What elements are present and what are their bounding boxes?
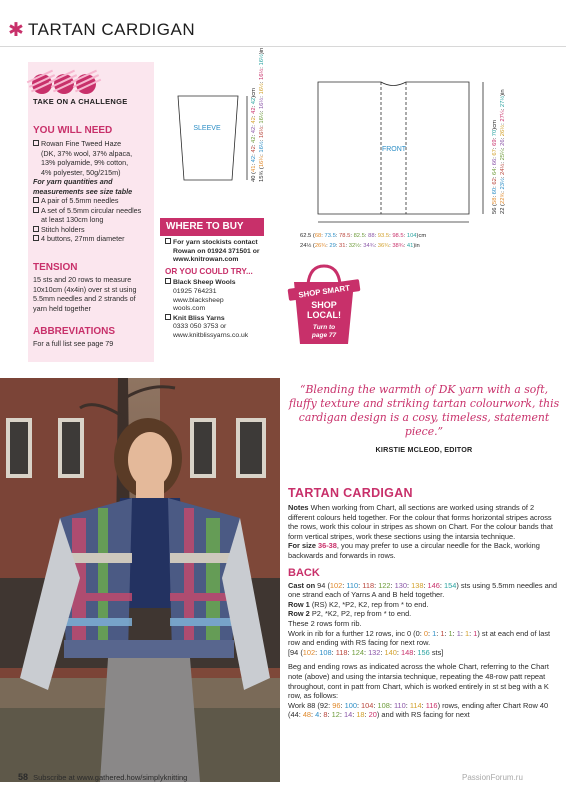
size-value: : [452, 628, 457, 638]
checkbox-icon [33, 140, 39, 146]
size-value: 0 [423, 628, 428, 638]
wtb-line: Rowan on 01924 371501 or [173, 247, 260, 255]
yarn-desc: 13% polyamide, 9% cotton, [41, 158, 129, 167]
checkbox-icon [165, 278, 171, 284]
rib2-paragraph [288, 629, 560, 648]
bag-handle-icon [308, 266, 340, 284]
size-value: 124 [351, 647, 364, 657]
size-value: 1 [448, 628, 453, 638]
bag-text: SHOP [311, 300, 337, 310]
row2-label: Row 2 [288, 609, 310, 619]
size-value: : [251, 162, 257, 166]
size-value: : [439, 580, 444, 590]
size-value: 16½ [259, 83, 265, 95]
size-value: 15¾ ( [259, 167, 265, 182]
size-value: : [335, 243, 340, 249]
size-value: 24½ ( [300, 243, 315, 249]
difficulty-label: TAKE ON A CHALLENGE [33, 97, 128, 106]
size-value: : [492, 155, 498, 159]
editor-quote: “Blending the warmth of DK yarn with a soft, fluffy texture and striking tartan colourwork, this cardigan design is a cosy, timeless, statement piece.” [288, 383, 560, 438]
stockist-name: Black Sheep Wools [173, 279, 236, 287]
size-value: 42 [251, 136, 257, 143]
size-value: 16½ [259, 112, 265, 124]
size-paragraph [288, 541, 560, 560]
size-value: : [259, 109, 265, 113]
size-value: )cm [251, 88, 257, 98]
size-value: : [321, 233, 325, 239]
model-photo [0, 378, 280, 782]
size-value: : [340, 700, 345, 710]
size-value: : [347, 647, 352, 657]
size-value: 26 [500, 139, 506, 146]
yarn-desc: 4% polyester, 50g/215m) [41, 167, 121, 177]
size-value: : [327, 710, 332, 720]
size-value: 64 [492, 168, 498, 175]
size-value: 25¼ [500, 149, 506, 161]
size-value: : [259, 65, 265, 69]
size-value: 66 [492, 158, 498, 166]
size-value: 60 [492, 187, 498, 195]
size-value: 16½ [259, 68, 265, 80]
size-value: 16½ [259, 126, 265, 139]
bag-text: SHOP SMART [297, 283, 351, 300]
row1-label: Row 1 [288, 599, 310, 609]
sleeve-outline [178, 96, 238, 180]
cast-on-paragraph [288, 581, 560, 600]
work-text: ) and with RS facing for next [376, 710, 470, 720]
wtb-link[interactable]: www.knitrowan.com [173, 256, 239, 264]
you-will-need-section [33, 125, 155, 244]
size-value: 82.5 [353, 233, 365, 239]
size-value: 1 [473, 628, 478, 638]
size-value: 42 [251, 146, 257, 153]
increase-values [416, 629, 478, 638]
size-value: 23½ [500, 178, 506, 190]
size-value: : [390, 580, 395, 590]
size-value: 16¼ [259, 155, 265, 168]
size-value: : [339, 710, 344, 720]
buttons-item: 4 buttons, 27mm diameter [41, 234, 125, 243]
size-value: : [364, 710, 369, 720]
size-value: 40 ( [251, 172, 257, 182]
checkbox-icon [33, 197, 39, 203]
size-value: 96 [332, 700, 341, 710]
size-value: : [500, 145, 506, 150]
body-measurement-cm [492, 120, 498, 214]
size-value: : [406, 580, 412, 590]
size-value: : [328, 700, 333, 710]
stockist-phone: 01925 764231 [173, 287, 217, 295]
abbreviations-section [33, 326, 155, 349]
tension-text: 15 sts and 20 rows to measure [33, 275, 132, 284]
for-size-text: , you may prefer to use a circular needle for the Back, working backwards and forwards in rows. [288, 541, 540, 560]
size-value: 26¾ [314, 243, 327, 249]
tension-section [33, 262, 155, 313]
size-value: 42 [251, 117, 257, 124]
yarn-note: For yarn quantities and [33, 177, 113, 186]
pattern-title: TARTAN CARDIGAN [288, 486, 413, 500]
begin-paragraph: Beg and ending rows as indicated across the whole Chart, referring to the Chart note (above) and using the intarsia technique, repeating the 48-row patt repeat throughout, cont in patt from Chart, which is worked entirely in st st beg with a K row, as follows: [288, 662, 549, 701]
size-value: 16½ [259, 97, 265, 110]
size-value: 58 [492, 197, 498, 204]
alternative-heading: OR YOU COULD TRY... [165, 266, 253, 276]
tension-text: 5.5mm needles and 2 strands of [33, 294, 136, 303]
yarn-ball-icon [32, 74, 52, 94]
size-value: : [259, 79, 265, 84]
size-value: : [389, 243, 393, 249]
size-value: : [413, 647, 418, 657]
size-value: )in [500, 89, 506, 96]
size-value: : [500, 174, 506, 179]
size-value: : [373, 700, 378, 710]
stockist-link[interactable]: www.blacksheep [173, 296, 224, 304]
size-value: 12 [331, 710, 340, 720]
size-value: 140 [384, 647, 397, 657]
count-paragraph [288, 648, 560, 658]
checkbox-icon [33, 207, 39, 213]
row1-text: (RS) K2, *P2, K2, rep from * to end. [309, 599, 429, 609]
size-value: 32½ [348, 243, 361, 249]
size-value: 102 [302, 647, 316, 657]
size-value: 1 [440, 628, 445, 638]
count-close: sts] [429, 647, 444, 657]
for-size-value: 36-38 [318, 541, 337, 551]
size-value: 108 [319, 647, 332, 657]
size-value: 70 [492, 129, 498, 137]
size-value: : [492, 145, 498, 150]
size-value: 38¾ [392, 243, 404, 249]
cast-on-label: Cast on [288, 580, 316, 590]
size-value: 132 [368, 647, 381, 657]
size-value: 102 [329, 580, 343, 590]
size-value: : [259, 138, 265, 142]
size-value: 154 [444, 580, 457, 590]
size-value: : [311, 710, 316, 720]
size-value: : [356, 700, 362, 710]
checkbox-icon [165, 238, 171, 244]
size-value: 8 [323, 710, 328, 720]
size-value: ) [456, 580, 459, 590]
size-value: : [492, 184, 498, 188]
shop-local-bag[interactable] [286, 262, 362, 352]
yarn-desc: (DK, 37% wool, 37% alpaca, [41, 148, 133, 158]
size-value: 20 [368, 710, 377, 720]
size-value: : [460, 628, 466, 638]
photo-illustration [0, 378, 280, 782]
size-value: 114 [409, 700, 422, 710]
where-to-buy-heading: WHERE TO BUY [160, 218, 264, 236]
size-value: : [326, 243, 330, 249]
size-value: 1 [432, 628, 437, 638]
size-value: : [469, 628, 474, 638]
size-value: : [500, 107, 506, 111]
size-value: 110 [393, 700, 406, 710]
page-footer [18, 772, 187, 782]
size-value: 98.5 [392, 233, 404, 239]
size-value: 29 [329, 243, 336, 249]
size-value: : [380, 647, 385, 657]
size-value: 14 [343, 710, 353, 720]
sleeve-measurement-in [258, 48, 265, 182]
size-value: 88 [368, 233, 375, 239]
chart-row-values [290, 710, 376, 719]
size-value: 130 [394, 580, 407, 590]
size-value: 34¾ [363, 243, 375, 249]
size-value: 122 [378, 580, 391, 590]
watermark: PassionForum.ru [462, 773, 523, 782]
you-will-need-heading: YOU WILL NEED [33, 125, 113, 136]
size-value: 56 ( [492, 204, 498, 214]
size-value: : [315, 647, 320, 657]
size-value: : [500, 189, 506, 193]
size-value: )in [413, 243, 420, 249]
cast-on-values [317, 581, 459, 590]
size-value: 104 [361, 700, 374, 710]
width-measurements [300, 228, 460, 256]
schematic-diagram [156, 47, 566, 222]
size-value: : [360, 243, 364, 249]
size-value: 26½ [500, 124, 506, 137]
bag-text: Turn to [312, 324, 336, 331]
checkbox-icon [33, 226, 39, 232]
size-value: 92 [319, 700, 329, 710]
needles-item: A pair of 5.5mm needles [41, 196, 119, 205]
abbreviations-heading: ABBREVIATIONS [33, 326, 116, 337]
checkbox-icon [33, 235, 39, 241]
stitch-holders-item: Stitch holders [41, 224, 85, 234]
body-measurement-in [499, 89, 506, 214]
row2-text: P2, *K2, P2, rep from * to end. [309, 609, 412, 619]
size-value: : [251, 133, 257, 137]
size-value: : [251, 113, 257, 118]
size-value: 78.5 [339, 233, 351, 239]
size-value: 22¾ [500, 192, 506, 204]
stitch-count-values [288, 648, 430, 657]
bag-text: LOCAL! [307, 310, 341, 320]
size-value: 24½ [500, 163, 506, 175]
notes-text: When working from Chart, all sections are worked using strands of 2 different colours held together. For the colour that forms horizontal stripes across the rows, work this colour in stripes as shown on Chart. For the colour bands that form vertical stripes, work these sections using the intarsia technique. [288, 503, 553, 541]
stockist-link[interactable]: www.knitblissyarns.co.uk [173, 331, 249, 339]
size-value: 100 [344, 700, 357, 710]
back-heading: BACK [288, 566, 320, 579]
size-value: : [363, 647, 369, 657]
work-text: ) rows, ending after Chart Row 40 ( [288, 700, 549, 720]
size-value: 1 [465, 628, 470, 638]
size-value: : [358, 580, 363, 590]
circular-needles-item: A set of 5.5mm circular needles [41, 205, 142, 215]
size-value: 146 [427, 580, 440, 590]
yarn-name: Rowan Fine Tweed Haze [41, 139, 122, 148]
stockist-phone: 0333 050 3753 or [173, 323, 227, 331]
size-value: 27½ [500, 95, 506, 108]
row1-paragraph [288, 600, 560, 610]
size-value: : [374, 233, 378, 239]
size-value: 118 [335, 647, 348, 657]
size-value: : [251, 123, 257, 127]
circular-needles-detail: at least 130cm long [41, 215, 104, 224]
size-value: : [396, 647, 401, 657]
abbreviations-text: For a full list see page 79 [33, 339, 114, 348]
size-value: : [419, 628, 424, 638]
width-measurement-in [300, 242, 420, 249]
size-value: : [350, 233, 354, 239]
size-value: 42 [251, 155, 257, 163]
width-measurement-cm [300, 233, 426, 239]
size-value: : [500, 136, 506, 140]
sleeve-label: SLEEVE [193, 125, 221, 132]
size-value: 94 ( [317, 580, 330, 590]
size-value: : [492, 194, 498, 198]
notes-paragraph [288, 503, 560, 541]
size-value: : [492, 174, 498, 179]
notes-label: Notes [288, 503, 309, 512]
size-value: : [319, 710, 324, 720]
size-value: : [251, 104, 257, 108]
tension-heading: TENSION [33, 262, 78, 273]
size-value: : [492, 136, 498, 140]
size-value: : [500, 121, 506, 125]
size-value: 118 [362, 580, 375, 590]
size-value: 110 [346, 580, 359, 590]
size-value: : [423, 580, 428, 590]
size-value: 42 [251, 97, 257, 105]
yarn-ball-icon [76, 74, 96, 94]
size-value: : [364, 233, 369, 239]
for-size-label: For size [288, 541, 316, 551]
size-value: 68 [314, 233, 322, 239]
size-value: : [345, 243, 349, 249]
page-header [0, 18, 566, 44]
checkbox-icon [165, 314, 171, 320]
rib-paragraph: These 2 rows form rib. [288, 618, 362, 628]
size-value: 148 [400, 647, 414, 657]
size-value: 18 [356, 710, 365, 720]
size-value: 104 [406, 233, 417, 239]
size-value: : [298, 710, 303, 720]
size-value: 156 [417, 647, 430, 657]
stockist-link[interactable]: wools.com [173, 305, 206, 313]
size-value: 108 [377, 700, 390, 710]
bag-text: page 77 [311, 332, 337, 339]
size-value: 69 [492, 139, 498, 146]
size-value: : [352, 710, 357, 720]
size-value: : [405, 700, 410, 710]
size-value: : [427, 628, 433, 638]
size-value: 116 [425, 700, 438, 710]
rib2-text: Work in rib for a further 12 rows, inc 0 ( [288, 628, 416, 638]
size-value: 62.5 ( [300, 233, 315, 239]
page-title: TARTAN CARDIGAN [28, 20, 196, 39]
subscribe-link[interactable]: Subscribe at www.gathered.how/simplyknitting [33, 773, 188, 782]
cast-on-text: sts using 5.5mm needles and one strand each of Yarns A and B held together. [288, 580, 557, 600]
size-value: 73.5 [324, 233, 336, 239]
size-value: )cm [492, 120, 498, 130]
size-value: : [389, 700, 394, 710]
size-value: : [403, 243, 407, 249]
tension-text: 10x10cm (4x4in) over st st using [33, 284, 137, 294]
page-number: 58 [18, 772, 29, 782]
size-value: [94 ( [288, 647, 303, 657]
size-value: : [374, 243, 378, 249]
size-value: : [335, 233, 340, 239]
size-value: 67 [492, 149, 498, 156]
size-value: 62 [492, 178, 498, 185]
size-value: : [492, 165, 498, 169]
size-value: : [421, 700, 426, 710]
size-value: : [251, 142, 257, 147]
row2-paragraph [288, 609, 560, 619]
size-value: 16½ [259, 141, 265, 153]
work-text: Work 88 ( [288, 700, 320, 710]
pattern-section [288, 486, 560, 720]
size-value: 44 [290, 710, 299, 720]
size-value: 138 [411, 580, 424, 590]
size-value: 36¾ [377, 243, 390, 249]
wtb-line: For yarn stockists contact [173, 239, 258, 246]
header-divider [0, 46, 566, 47]
size-value: )in [259, 47, 265, 55]
rib2-text: ) st at each end of last row and ending with RS facing for next row. [288, 628, 551, 648]
size-value: 16½ [259, 54, 265, 66]
size-value: : [389, 233, 393, 239]
size-value: : [444, 628, 449, 638]
where-to-buy-box [160, 218, 264, 354]
sleeve-measurement-cm [251, 88, 257, 182]
yarn-ball-icon [54, 74, 74, 94]
size-value: : [403, 233, 407, 239]
size-value: 22 ( [500, 204, 506, 214]
size-value: 93.5 [377, 233, 390, 239]
asterisk-icon: ✱ [8, 19, 24, 41]
size-value: : [259, 94, 265, 98]
size-value: 4 [315, 710, 320, 720]
difficulty-rating [32, 74, 108, 96]
work-values [320, 701, 438, 710]
size-value: )cm [416, 233, 427, 239]
tension-text: yarn held together [33, 303, 91, 313]
size-value: 27¼ [500, 110, 506, 122]
size-value: : [500, 160, 506, 164]
size-value: : [436, 628, 441, 638]
size-value: 41 [251, 165, 257, 172]
size-value: : [374, 580, 379, 590]
quote-author: KIRSTIE MCLEOD, EDITOR [375, 445, 473, 454]
size-value: : [259, 152, 265, 156]
stockist-name: Knit Bliss Yarns [173, 314, 225, 322]
size-value: 48 [302, 710, 312, 720]
size-value: 31 [339, 243, 346, 249]
size-value: 42 [251, 107, 257, 114]
size-value: : [259, 123, 265, 127]
front-label: FRONT [381, 146, 407, 153]
size-value: 41 [406, 243, 414, 249]
size-value: 0 [415, 628, 420, 638]
size-value: : [251, 152, 257, 156]
yarn-note: measurements see size table [33, 186, 133, 196]
size-value: 1 [456, 628, 461, 638]
size-value: 42 [251, 126, 257, 134]
size-value: : [342, 580, 347, 590]
size-value: : [331, 647, 336, 657]
work-paragraph [288, 701, 560, 720]
